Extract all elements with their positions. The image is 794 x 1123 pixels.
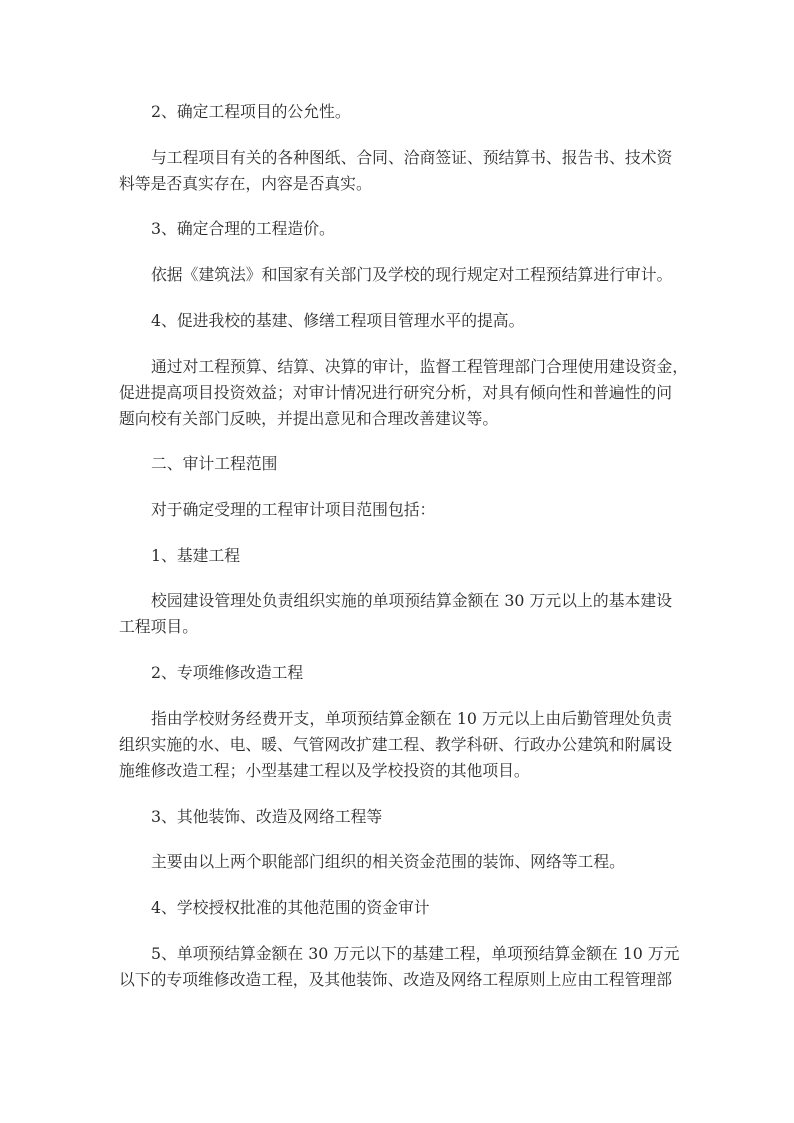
body-paragraph-decoration bbox=[119, 849, 672, 875]
text-line: 指由学校财务经费开支，单项预结算金额在 10 万元以上由后勤管理处负责 bbox=[151, 708, 672, 728]
text-line: 5、单项预结算金额在 30 万元以下的基建工程，单项预结算金额在 10 万元 bbox=[151, 943, 680, 963]
body-paragraph-threshold bbox=[119, 941, 680, 993]
text-line: 1、基建工程 bbox=[151, 545, 241, 565]
text-line: 以下的专项维修改造工程，及其他装饰、改造及网络工程原则上应由工程管理部 bbox=[119, 969, 672, 989]
body-paragraph-renovation bbox=[119, 706, 672, 784]
item-heading-infrastructure bbox=[119, 543, 672, 569]
body-paragraph-basis bbox=[119, 262, 672, 288]
text-line: 工程项目。 bbox=[119, 617, 198, 637]
item-heading-management bbox=[119, 308, 672, 334]
body-paragraph-audit-purpose bbox=[119, 354, 689, 432]
text-line: 与工程项目有关的各种图纸、合同、洽商签证、预结算书、报告书、技术资 bbox=[151, 147, 673, 167]
body-paragraph-infrastructure bbox=[119, 588, 672, 640]
text-line: 促进提高项目投资效益；对审计情况进行研究分析，对具有倾向性和普遍性的问 bbox=[119, 382, 672, 402]
section-heading-scope bbox=[119, 451, 672, 477]
text-line: 题向校有关部门反映，并提出意见和合理改善建议等。 bbox=[119, 408, 499, 428]
text-line: 通过对工程预算、结算、决算的审计，监督工程管理部门合理使用建设资金， bbox=[151, 356, 689, 376]
text-line: 料等是否真实存在，内容是否真实。 bbox=[119, 173, 372, 193]
text-line: 2、专项维修改造工程 bbox=[151, 663, 304, 683]
text-line: 二、审计工程范围 bbox=[151, 454, 278, 474]
text-line: 3、其他装饰、改造及网络工程等 bbox=[151, 806, 383, 826]
text-line: 对于确定受理的工程审计项目范围包括： bbox=[151, 500, 436, 520]
text-line: 校园建设管理处负责组织实施的单项预结算金额在 30 万元以上的基本建设 bbox=[151, 591, 672, 611]
text-line: 4、学校授权批准的其他范围的资金审计 bbox=[151, 898, 430, 918]
text-line: 组织实施的水、电、暖、气管网改扩建工程、教学科研、行政办公建筑和附属设 bbox=[119, 734, 672, 754]
item-heading-authorized bbox=[119, 895, 672, 921]
item-heading-decoration bbox=[119, 804, 672, 830]
text-line: 2、确定工程项目的公允性。 bbox=[151, 102, 351, 121]
text-line: 依据《建筑法》和国家有关部门及学校的现行规定对工程预结算进行审计。 bbox=[151, 265, 673, 285]
item-heading-cost bbox=[119, 216, 672, 242]
text-line: 主要由以上两个职能部门组织的相关资金范围的装饰、网络等工程。 bbox=[151, 852, 625, 872]
body-paragraph-scope-intro bbox=[119, 497, 672, 523]
text-line: 施维修改造工程；小型基建工程以及学校投资的其他项目。 bbox=[119, 760, 530, 780]
text-line: 3、确定合理的工程造价。 bbox=[151, 219, 335, 239]
text-line: 4、促进我校的基建、修缮工程项目管理水平的提高。 bbox=[151, 310, 525, 330]
body-paragraph-documents bbox=[119, 145, 672, 197]
item-heading-renovation bbox=[119, 660, 672, 686]
item-heading-fairness bbox=[119, 99, 672, 125]
document-body bbox=[119, 99, 689, 1013]
